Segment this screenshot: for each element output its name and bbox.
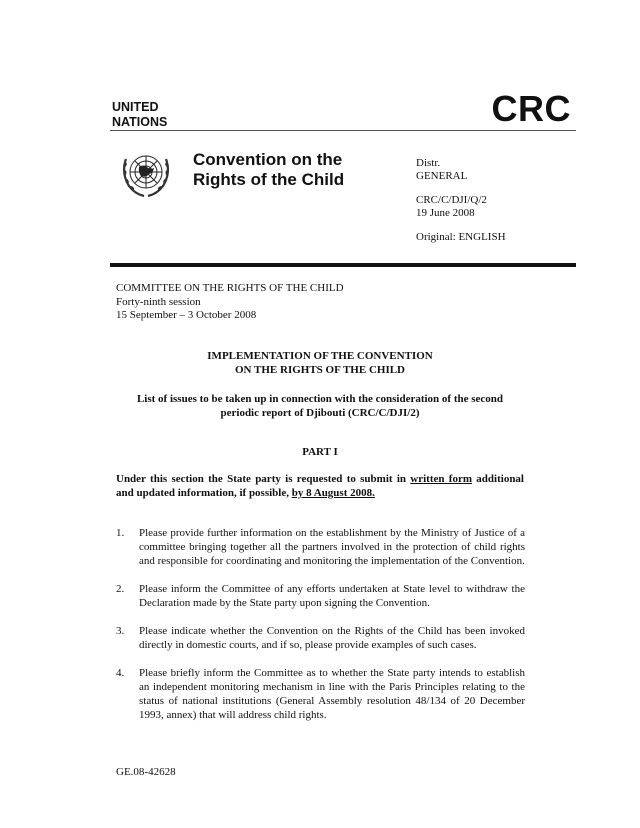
un-emblem-icon (117, 145, 175, 203)
item-text: Please inform the Committee of any efforts undertaken at State level to withdraw the Declaration made by the State party upon signing the Convention. (139, 583, 525, 609)
committee-block (116, 282, 344, 323)
list-item (116, 666, 525, 722)
header-divider (110, 130, 576, 131)
convention-title: Convention on the Rights of the Child (193, 150, 345, 189)
main-heading: IMPLEMENTATION OF THE CONVENTION ON THE RIGHTS OF THE CHILD (207, 350, 433, 376)
item-number: 1. (116, 527, 125, 539)
committee-name: COMMITTEE ON THE RIGHTS OF THE CHILD (116, 282, 344, 294)
item-text: Please briefly inform the Committee as to whether the State party intends to establish an independent monitoring mechanism in line with the Paris Principles relating to the status of national institutions (General Assembly resolution 48/134 of 20 December 1993, annex) that will address child rights. (139, 667, 525, 721)
list-item (116, 526, 525, 568)
header-thick-divider (110, 263, 576, 267)
document-code: CRC (491, 88, 571, 129)
item-number: 2. (116, 583, 125, 595)
issues-list (116, 526, 525, 736)
underline-written-form: written form (410, 473, 473, 485)
list-item (116, 582, 525, 610)
underline-deadline: by 8 August 2008. (291, 487, 375, 499)
document-symbol: CRC/C/DJI/Q/2 (416, 194, 487, 206)
item-text: Please provide further information on the establishment by the Ministry of Justice of a committee bringing together all the partners involved in the protection of child rights and responsible for coordinating and monitoring the implementation of the Convention. (139, 527, 525, 567)
item-text: Please indicate whether the Convention on the Rights of the Child has been invoked directly in domestic courts, and if so, please provide examples of such cases. (139, 625, 525, 651)
committee-session: Forty-ninth session (116, 295, 201, 308)
organization-name: UNITED NATIONS (112, 100, 168, 129)
distribution-block (416, 157, 506, 244)
subheading: List of issues to be taken up in connection with the consideration of the second periodic report of Djibouti (CRC/C/DJI/2) (136, 393, 504, 419)
distr-value: GENERAL (416, 170, 468, 182)
list-item (116, 624, 525, 652)
distr-label: Distr. (416, 157, 441, 169)
job-number: GE.08-42628 (116, 766, 176, 778)
committee-dates: 15 September – 3 October 2008 (116, 309, 257, 321)
item-number: 3. (116, 625, 125, 637)
part-title: PART I (302, 446, 338, 458)
original-language: Original: ENGLISH (416, 231, 506, 243)
item-number: 4. (116, 667, 125, 679)
document-date: 19 June 2008 (416, 207, 475, 219)
part-intro: Under this section the State party is requested to submit in written form additional and updated information, if possible, by 8 August 2008. (116, 473, 524, 499)
